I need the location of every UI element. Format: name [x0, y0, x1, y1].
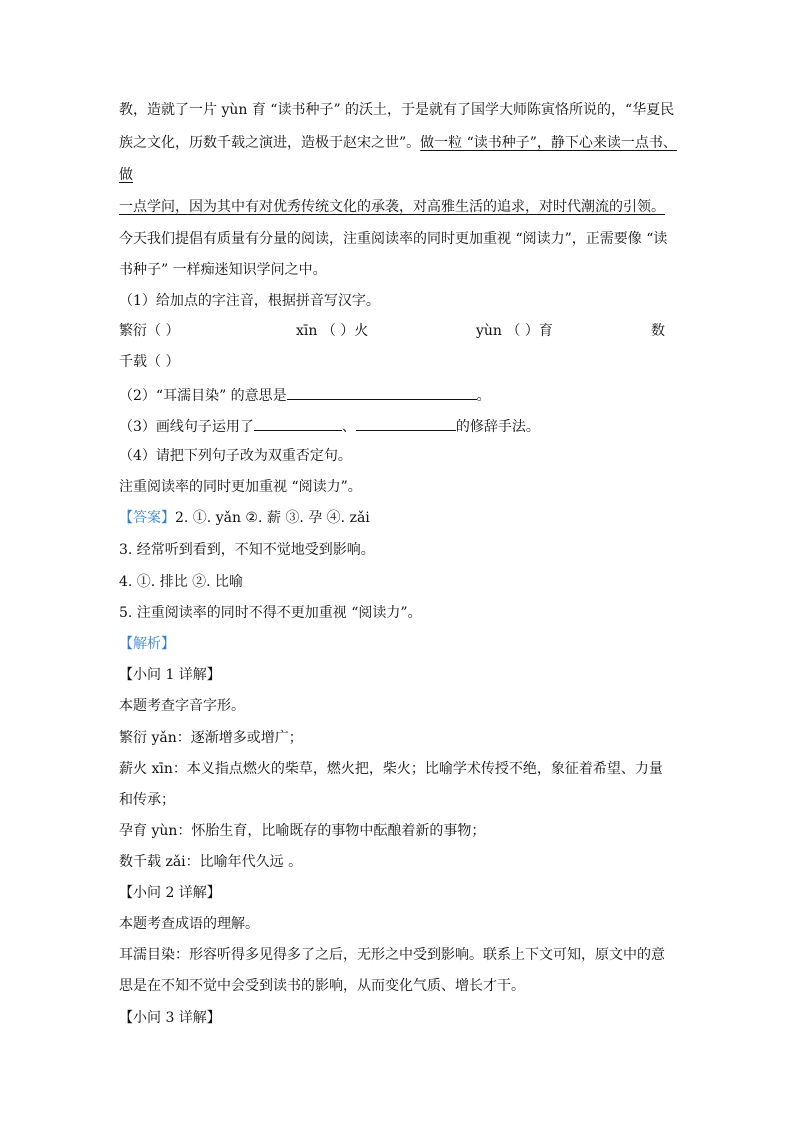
sub-question-3-title: 【小问 3 详解】 — [119, 1010, 221, 1026]
q1-item-xin: xīn （ ）火 — [296, 323, 369, 339]
passage-line-2 — [119, 134, 677, 152]
answer-5: 5. 注重阅读率的同时不得不更加重视 “阅读力”。 — [119, 605, 422, 621]
underlined-sentence-part-2: 做 — [119, 167, 133, 183]
q3-answer-blank-2[interactable] — [356, 416, 456, 431]
passage-line-6: 书种子” 一样痴迷知识学问之中。 — [119, 262, 327, 278]
q2-answer-blank[interactable] — [287, 385, 477, 400]
analysis-xinhuo-cont: 和传承； — [119, 792, 175, 808]
question-4-sentence: 注重阅读率的同时更加重视 “阅读力”。 — [119, 479, 362, 495]
analysis-yunyu: 孕育 yùn：怀胎生育，比喻既存的事物中酝酿着新的事物； — [119, 823, 486, 839]
underlined-sentence-part-1: 做一粒 “读书种子”，静下心来读一点书、 — [420, 135, 677, 151]
analysis-tag: 【解析】 — [119, 636, 175, 652]
q3-text: （3）画线句子运用了 — [119, 419, 254, 435]
q1-item-shu: 数 — [651, 323, 665, 339]
q1-item-yun: yùn （ ）育 — [476, 323, 553, 339]
analysis-shuqianzai: 数千载 zǎi：比喻年代久远 。 — [119, 854, 303, 870]
question-4: （4）请把下列句子改为双重否定句。 — [119, 448, 352, 464]
answer-2: 2. ①. yǎn ②. 薪 ③. 孕 ④. zǎi — [175, 510, 370, 526]
q3-end: 的修辞手法。 — [455, 419, 540, 435]
sub-question-2-title: 【小问 2 详解】 — [119, 885, 221, 901]
answer-3: 3. 经常听到看到，不知不觉地受到影响。 — [119, 542, 375, 558]
question-1: （1）给加点的字注音，根据拼音写汉字。 — [119, 293, 380, 309]
q3-sep: 、 — [341, 419, 356, 435]
passage-line-1: 教，造就了一片 yùn 育 “读书种子” 的沃土，于是就有了国学大师陈寅恪所说的，“华夏民 — [119, 102, 675, 118]
analysis-erru-2: 思是在不知不觉中会受到读书的影响，从而变化气质、增长才干。 — [119, 978, 525, 994]
q2-end: 。 — [476, 388, 491, 404]
q3-answer-blank-1[interactable] — [254, 416, 342, 431]
sub-question-1-intro: 本题考查字音字形。 — [119, 698, 245, 714]
q1-item-zai: 千载（ ） — [119, 354, 180, 370]
underlined-sentence-part-3: 一点学问，因为其中有对优秀传统文化的承袭，对高雅生活的追求，对时代潮流的引领。 — [119, 199, 665, 215]
answer-line-2 — [119, 509, 370, 527]
analysis-fanyan: 繁衍 yǎn：逐渐增多或增广； — [119, 730, 303, 746]
answer-tag: 【答案】 — [119, 510, 175, 526]
analysis-xinhuo: 薪火 xīn：本义指点燃火的柴草，燃火把，柴火；比喻学术传授不绝，象征着希望、力量 — [119, 761, 663, 777]
q1-item-fanyan: 繁衍（ ） — [119, 323, 180, 339]
question-3 — [119, 416, 540, 436]
sub-question-2-intro: 本题考查成语的理解。 — [119, 916, 259, 932]
analysis-erru-1: 耳濡目染：形容听得多见得多了之后，无形之中受到影响。联系上下文可知，原文中的意 — [119, 947, 665, 963]
q2-text: （2）“耳濡目染” 的意思是 — [119, 388, 287, 404]
sub-question-1-title: 【小问 1 详解】 — [119, 667, 221, 683]
question-2 — [119, 385, 491, 405]
answer-4: 4. ①. 排比 ②. 比喻 — [119, 574, 244, 590]
passage-line-5: 今天我们提倡有质量有分量的阅读，注重阅读率的同时更加重视 “阅读力”，正需要像 “读 — [119, 231, 668, 247]
passage-line-2-text: 族之文化，历数千载之演进，造极于赵宋之世”。 — [119, 135, 421, 151]
